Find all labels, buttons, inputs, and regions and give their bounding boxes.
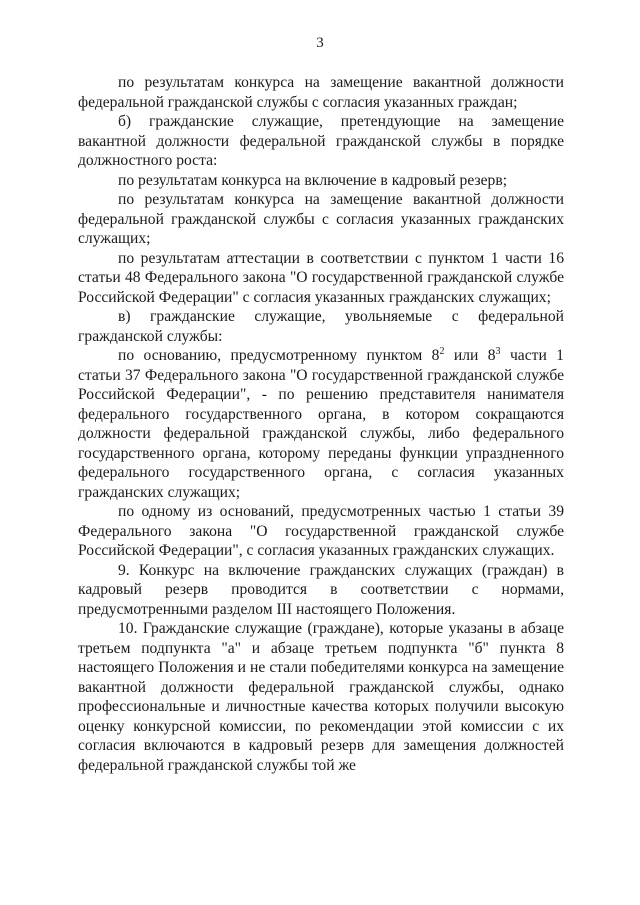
page-number: 3 bbox=[316, 35, 324, 51]
document-body bbox=[78, 73, 564, 775]
paragraph: по результатам аттестации в соответствии с пунктом 1 части 16 статьи 48 Федерального закона "О государственной гражданской службе Российской Федерации" с согласия указанных гражданских служащих; bbox=[78, 249, 564, 306]
paragraph: по результатам конкурса на включение в кадровый резерв; bbox=[118, 171, 508, 189]
paragraph: по одному из оснований, предусмотренных частью 1 статьи 39 Федерального закона "О государственной гражданской службе Российской Федерации", с согласия указанных гражданских служащих. bbox=[78, 503, 564, 559]
paragraph bbox=[78, 346, 564, 502]
paragraph-text: по основанию, предусмотренному пунктом 8 bbox=[118, 347, 440, 364]
paragraph: б) гражданские служащие, претендующие на замещение вакантной должности федеральной гражданской службы в порядке должностного роста: bbox=[78, 113, 564, 169]
paragraph: по результатам конкурса на замещение вакантной должности федеральной гражданской службы с согласия указанных граждан; bbox=[78, 74, 564, 111]
superscript: 3 bbox=[495, 346, 501, 357]
paragraph: по результатам конкурса на замещение вакантной должности федеральной гражданской службы с согласия указанных гражданских служащих; bbox=[78, 191, 564, 247]
paragraph-text: части 1 статьи 37 Федерального закона "О государственной гражданской службе Российской Федерации", - по решению представителя нанимателя федерального государственного органа, в котором сокращаются должности федеральной гражданской службы, либо федерального государственного органа, которому переданы функции упраздненного федерального государственного органа, с согласия указанных гражданских служащих; bbox=[78, 347, 564, 501]
superscript: 2 bbox=[439, 346, 445, 357]
paragraph: в) гражданские служащие, увольняемые с федеральной гражданской службы: bbox=[78, 308, 564, 345]
paragraph-text: или 8 bbox=[444, 347, 496, 364]
paragraph: 9. Конкурс на включение гражданских служащих (граждан) в кадровый резерв проводится в соответствии с нормами, предусмотренными разделом III настоящего Положения. bbox=[78, 561, 564, 618]
paragraph: 10. Гражданские служащие (граждане), которые указаны в абзаце третьем подпункта "а" и абзаце третьем подпункта "б" пункта 8 настоящего Положения и не стали победителями конкурса на замещение вакантной должности федеральной гражданской службы, однако профессиональные и личностные качества которых получили высокую оценку конкурсной комиссии, по рекомендации этой комиссии с их согласия включаются в кадровый резерв для замещения должностей федеральной гражданской службы той же bbox=[78, 620, 564, 774]
